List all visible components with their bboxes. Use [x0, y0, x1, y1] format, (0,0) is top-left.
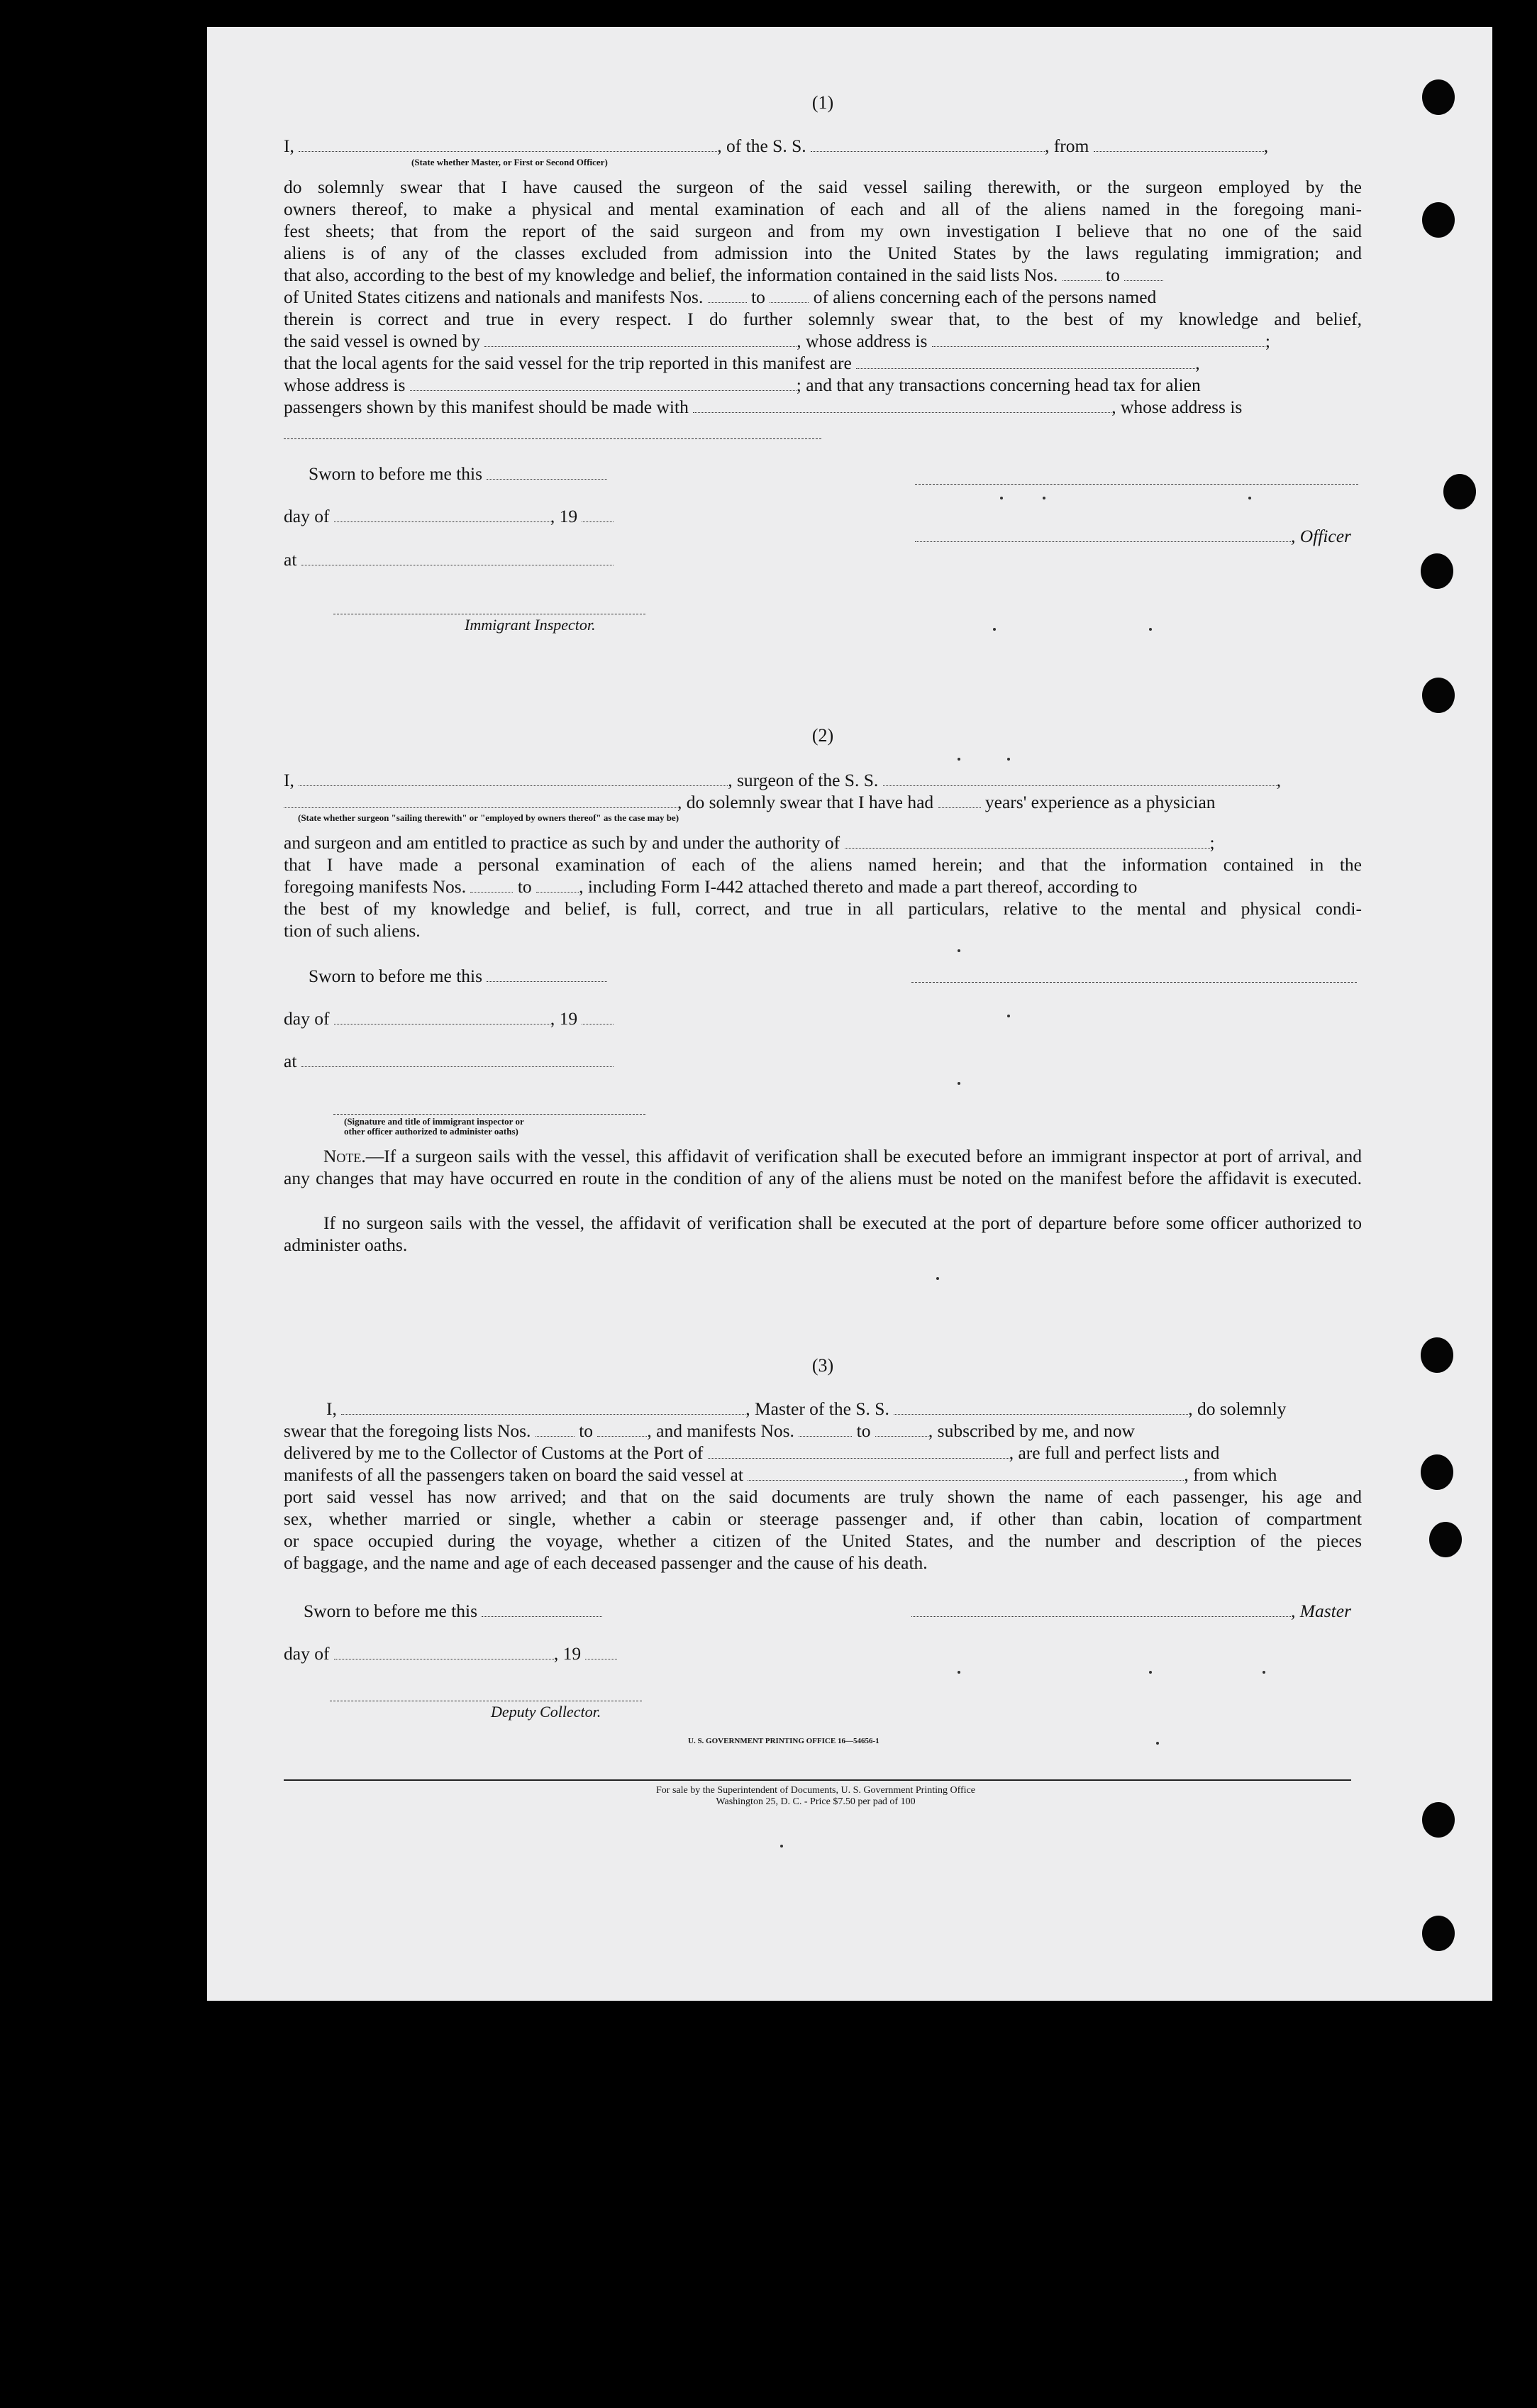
surgeon-signature-line[interactable] — [911, 982, 1357, 983]
year-field[interactable] — [582, 1007, 614, 1024]
punch-hole — [1422, 1802, 1455, 1838]
departure-port-field[interactable] — [1094, 135, 1264, 152]
sworn-date-field[interactable] — [487, 463, 607, 480]
paragraph-line: foregoing manifests Nos. to , including Form I-442 attached thereto and made a part thereof, according to — [284, 876, 1138, 897]
manifest-to-field[interactable] — [536, 876, 579, 893]
alien-manifest-from-field[interactable] — [708, 286, 747, 303]
paragraph-line: or space occupied during the voyage, whether a citizen of the United States, and the number and description of the pieces — [284, 1530, 1362, 1551]
paragraph-line: swear that the foregoing lists Nos. to , and manifests Nos. to , subscribed by me, and now — [284, 1420, 1135, 1441]
section-number: (1) — [811, 92, 834, 113]
officer-name-field[interactable] — [915, 525, 1291, 542]
paragraph-line: that also, according to the best of my knowledge and belief, the information contained in the said lists Nos. to — [284, 264, 1362, 286]
scan-speck — [780, 1845, 783, 1848]
paragraph-line: sex, whether married or single, whether a cabin or steerage passenger and, if other than cabin, location of compartment — [284, 1508, 1362, 1529]
paragraph-line: the best of my knowledge and belief, is full, correct, and true in all particulars, relative to the mental and physical condi- — [284, 898, 1362, 919]
month-field[interactable] — [334, 1007, 550, 1024]
paragraph-line: port said vessel has now arrived; and that on the said documents are truly shown the name of each passenger, his age and — [284, 1486, 1362, 1507]
punch-hole — [1421, 553, 1453, 589]
sworn-label: Sworn to before me this — [304, 1600, 602, 1622]
scan-speck — [1007, 758, 1010, 761]
day-of-label: day of , 19 — [284, 1007, 614, 1029]
day-of-label: day of , 19 — [284, 1642, 617, 1664]
day-of-label: day of , 19 — [284, 505, 614, 527]
scan-speck — [936, 1277, 939, 1280]
embarkation-port-field[interactable] — [748, 1464, 1184, 1481]
address-continuation-line[interactable] — [284, 438, 821, 439]
sworn-date-field[interactable] — [482, 1600, 602, 1617]
note-paragraph: Note.—If a surgeon sails with the vessel, this affidavit of verification shall be executed before an immigrant inspector at port of arrival, and any changes that may have occurred en route in the condition of any of the aliens must be noted on the manifest before the affidavit is executed. — [284, 1146, 1362, 1188]
scan-speck — [958, 758, 960, 761]
at-label: at — [284, 548, 614, 570]
punch-hole — [1429, 1522, 1462, 1557]
scan-speck — [1156, 1742, 1159, 1745]
scan-speck — [1248, 497, 1251, 499]
at-label: at — [284, 1050, 614, 1072]
officer-signature-line[interactable] — [915, 484, 1358, 485]
sale-notice-line-2: Washington 25, D. C. - Price $7.50 per pad of 100 — [716, 1796, 916, 1807]
inspector-caption: Immigrant Inspector. — [465, 616, 596, 634]
oath-line-1: I, , of the S. S. , from , — [284, 136, 1269, 156]
footer-rule — [284, 1779, 1351, 1781]
place-field[interactable] — [301, 1050, 614, 1067]
manifests-to-field[interactable] — [875, 1420, 928, 1437]
punch-hole — [1422, 678, 1455, 713]
paragraph-line: and surgeon and am entitled to practice as such by and under the authority of ; — [284, 832, 1215, 853]
licensing-authority-field[interactable] — [845, 832, 1210, 849]
paragraph-line: fest sheets; that from the report of the said surgeon and from my own investigation I believe that no one of the said — [284, 221, 1362, 241]
paragraph-line: owners thereof, to make a physical and mental examination of each and all of the aliens named in the foregoing mani- — [284, 199, 1362, 219]
vessel-name-field[interactable] — [811, 135, 1045, 152]
officer-rank-field[interactable] — [299, 135, 717, 152]
owner-address-field[interactable] — [932, 330, 1265, 347]
paragraph-line: manifests of all the passengers taken on board the said vessel at , from which — [284, 1464, 1277, 1485]
month-field[interactable] — [334, 1642, 554, 1659]
paragraph-line: the said vessel is owned by , whose address is ; — [284, 331, 1270, 351]
scan-speck — [993, 628, 996, 631]
agents-address-field[interactable] — [410, 374, 797, 391]
port-of-arrival-field[interactable] — [708, 1442, 1009, 1459]
paragraph-line: tion of such aliens. — [284, 920, 421, 941]
punch-hole — [1421, 1337, 1453, 1373]
alien-manifest-to-field[interactable] — [770, 286, 809, 303]
sworn-date-field[interactable] — [487, 965, 607, 982]
note-paragraph: If no surgeon sails with the vessel, the affidavit of verification shall be executed at the port of departure before some officer authorized to administer oaths. — [284, 1213, 1362, 1255]
field-caption: (State whether surgeon "sailing therewith" or "employed by owners thereof" as the case may be) — [298, 812, 679, 823]
paragraph-line: that the local agents for the said vessel for the trip reported in this manifest are , — [284, 353, 1200, 373]
sworn-label: Sworn to before me this — [309, 463, 607, 485]
paragraph-line: that I have made a personal examination of each of the aliens named herein; and that the information contained in the — [284, 854, 1362, 875]
signature-caption: (Signature and title of immigrant inspector or — [344, 1116, 524, 1127]
vessel-owner-field[interactable] — [484, 330, 797, 347]
scan-speck — [1007, 1015, 1010, 1017]
punch-hole — [1422, 79, 1455, 115]
punch-hole — [1422, 1916, 1455, 1951]
paragraph-line: aliens is of any of the classes excluded from admission into the United States by the laws regulating immigration; and — [284, 243, 1362, 263]
years-experience-field[interactable] — [938, 791, 981, 808]
paragraph-line: therein is correct and true in every respect. I do further solemnly swear that, to the best of my knowledge and belief, — [284, 309, 1362, 329]
officer-title-line: , Officer — [915, 525, 1351, 547]
section-1-master-affidavit — [284, 92, 1362, 646]
vessel-name-field[interactable] — [894, 1398, 1188, 1415]
punch-hole — [1421, 1454, 1453, 1490]
master-name-field[interactable] — [341, 1398, 745, 1415]
punch-hole — [1443, 474, 1476, 509]
lists-to-field[interactable] — [597, 1420, 647, 1437]
manifests-from-field[interactable] — [799, 1420, 852, 1437]
citizen-list-to-field[interactable] — [1124, 264, 1163, 281]
punch-hole — [1422, 202, 1455, 238]
paragraph-line: of baggage, and the name and age of each deceased passenger and the cause of his death. — [284, 1552, 928, 1573]
section-number: (3) — [811, 1355, 834, 1376]
local-agents-field[interactable] — [856, 352, 1195, 369]
manifest-from-field[interactable] — [470, 876, 513, 893]
inspector-signature-line[interactable] — [333, 1114, 645, 1115]
scan-speck — [958, 1082, 960, 1085]
lists-from-field[interactable] — [536, 1420, 575, 1437]
surgeon-status-field[interactable] — [284, 791, 677, 808]
paragraph-line: delivered by me to the Collector of Customs at the Port of , are full and perfect lists and — [284, 1442, 1220, 1463]
scan-speck — [958, 949, 960, 952]
master-signature-line: , Master — [911, 1600, 1351, 1622]
paragraph-line: of United States citizens and nationals and manifests Nos. to of aliens concerning each of the persons named — [284, 287, 1157, 307]
scan-speck — [1263, 1671, 1265, 1674]
year-field[interactable] — [585, 1642, 617, 1659]
section-3-master-verification — [284, 1355, 1362, 1724]
master-signature-field[interactable] — [911, 1600, 1291, 1617]
field-caption: (State whether Master, or First or Second Officer) — [411, 157, 608, 167]
scan-speck — [1000, 497, 1003, 499]
scan-speck — [1149, 628, 1152, 631]
scan-speck — [958, 1671, 960, 1674]
month-field[interactable] — [334, 505, 550, 522]
head-tax-party-field[interactable] — [693, 396, 1111, 413]
vessel-name-field[interactable] — [883, 769, 1277, 786]
place-field[interactable] — [301, 548, 614, 565]
signature-caption: other officer authorized to administer oaths) — [344, 1126, 518, 1137]
sworn-label: Sworn to before me this — [309, 965, 607, 987]
surgeon-name-field[interactable] — [299, 769, 728, 786]
paragraph-line: whose address is ; and that any transactions concerning head tax for alien — [284, 375, 1201, 395]
printing-office-line: U. S. GOVERNMENT PRINTING OFFICE 16—54656-1 — [688, 1737, 880, 1745]
citizen-list-from-field[interactable] — [1062, 264, 1102, 281]
oath-line-1: I, , surgeon of the S. S. , — [284, 770, 1282, 790]
paragraph-line: passengers shown by this manifest should be made with , whose address is — [284, 397, 1243, 417]
sale-notice-line-1: For sale by the Superintendent of Documents, U. S. Government Printing Office — [656, 1785, 975, 1796]
paragraph-line: do solemnly swear that I have caused the surgeon of the said vessel sailing therewith, or the surgeon employed by the — [284, 177, 1362, 197]
section-2-surgeon-affidavit — [284, 725, 1362, 1271]
scan-speck — [1043, 497, 1045, 499]
year-field[interactable] — [582, 505, 614, 522]
collector-caption: Deputy Collector. — [491, 1703, 601, 1721]
section-number: (2) — [811, 725, 834, 746]
oath-line-1: I, , Master of the S. S. , do solemnly — [326, 1398, 1287, 1419]
oath-line-2: , do solemnly swear that I have had years' experience as a physician — [284, 791, 1362, 813]
scan-speck — [1149, 1671, 1152, 1674]
